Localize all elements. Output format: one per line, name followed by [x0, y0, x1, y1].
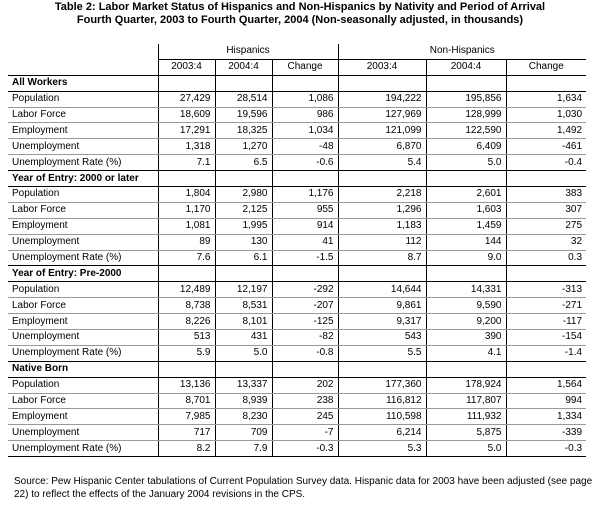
table-cell: 4.1	[426, 345, 506, 361]
table-cell: 117,807	[426, 393, 506, 409]
table-cell: 275	[506, 218, 586, 234]
table-cell: -7	[272, 425, 338, 441]
table-cell: 2,218	[338, 187, 426, 203]
table-cell: 14,644	[338, 282, 426, 298]
row-label: Population	[8, 377, 158, 393]
group-header-row	[8, 44, 586, 59]
table-cell: 1,270	[215, 139, 272, 155]
table-cell: 5.0	[426, 155, 506, 171]
table-cell: 177,360	[338, 377, 426, 393]
column-header-hisp-change: Change	[272, 59, 338, 75]
section-header-cell	[506, 361, 586, 377]
section-header-row	[8, 361, 586, 377]
table-cell: 5.0	[215, 345, 272, 361]
table-row	[8, 234, 586, 250]
table-cell: 5.0	[426, 441, 506, 457]
group-header-non-hispanics: Non-Hispanics	[338, 44, 586, 59]
row-label: Labor Force	[8, 298, 158, 314]
column-header-nonhisp-2004: 2004:4	[426, 59, 506, 75]
row-label: Unemployment Rate (%)	[8, 250, 158, 266]
table-cell: 1,334	[506, 409, 586, 425]
table-cell: 130	[215, 234, 272, 250]
table-cell: -0.6	[272, 155, 338, 171]
table-cell: 245	[272, 409, 338, 425]
table-cell: -339	[506, 425, 586, 441]
row-label: Unemployment Rate (%)	[8, 441, 158, 457]
section-header-row	[8, 75, 586, 91]
table-cell: 144	[426, 234, 506, 250]
table-cell: 178,924	[426, 377, 506, 393]
table-row	[8, 218, 586, 234]
table-cell: -82	[272, 330, 338, 346]
row-label: Unemployment Rate (%)	[8, 155, 158, 171]
table-cell: 5.5	[338, 345, 426, 361]
table-cell: 7,985	[158, 409, 215, 425]
table-cell: 27,429	[158, 91, 215, 107]
row-label: Unemployment	[8, 330, 158, 346]
table-cell: -154	[506, 330, 586, 346]
table-row	[8, 139, 586, 155]
table-cell: 709	[215, 425, 272, 441]
table-cell: 1,183	[338, 218, 426, 234]
section-header-cell	[506, 171, 586, 187]
table-cell: 1,634	[506, 91, 586, 107]
table-title	[0, 0, 600, 29]
section-header-cell	[158, 75, 215, 91]
table-title-line-1: Table 2: Labor Market Status of Hispanics and Non-Hispanics by Nativity and Period of Arrival	[54, 1, 546, 13]
table-cell: 121,099	[338, 123, 426, 139]
section-header-cell	[272, 75, 338, 91]
table-cell: 6.5	[215, 155, 272, 171]
section-header-cell	[506, 266, 586, 282]
table-cell: -0.8	[272, 345, 338, 361]
table-cell: -1.5	[272, 250, 338, 266]
table-cell: 5.4	[338, 155, 426, 171]
table-cell: 41	[272, 234, 338, 250]
table-cell: 18,325	[215, 123, 272, 139]
table-cell: 1,459	[426, 218, 506, 234]
table-cell: 1,603	[426, 202, 506, 218]
row-label: Employment	[8, 314, 158, 330]
group-header-hispanics: Hispanics	[158, 44, 338, 59]
section-title: Native Born	[8, 361, 158, 377]
row-label: Unemployment	[8, 139, 158, 155]
row-label: Unemployment	[8, 234, 158, 250]
column-header-spacer	[8, 59, 158, 75]
table-row	[8, 282, 586, 298]
column-header-nonhisp-2003: 2003:4	[338, 59, 426, 75]
table-cell: 14,331	[426, 282, 506, 298]
table-cell: 128,999	[426, 107, 506, 123]
table-cell: -207	[272, 298, 338, 314]
row-label: Labor Force	[8, 202, 158, 218]
table-cell: 2,980	[215, 187, 272, 203]
table-row	[8, 330, 586, 346]
table-cell: 89	[158, 234, 215, 250]
table-cell: 5.9	[158, 345, 215, 361]
table-cell: 17,291	[158, 123, 215, 139]
table-cell: 202	[272, 377, 338, 393]
table-row	[8, 441, 586, 457]
table-cell: 32	[506, 234, 586, 250]
source-note: Source: Pew Hispanic Center tabulations of Current Population Survey data. Hispanic data for 2003 have been adjusted (see page 22) to reflect the effects of the January 2004 revisions in the CPS.	[14, 476, 593, 500]
section-title: Year of Entry: 2000 or later	[8, 171, 158, 187]
table-cell: 112	[338, 234, 426, 250]
table-cell: 111,932	[426, 409, 506, 425]
table-cell: 543	[338, 330, 426, 346]
labor-market-table	[8, 44, 586, 457]
table-cell: -313	[506, 282, 586, 298]
table-cell: 1,086	[272, 91, 338, 107]
table-cell: 955	[272, 202, 338, 218]
section-header-cell	[215, 75, 272, 91]
table-row	[8, 345, 586, 361]
table-cell: 1,318	[158, 139, 215, 155]
table-cell: 238	[272, 393, 338, 409]
table-cell: 717	[158, 425, 215, 441]
table-cell: 1,034	[272, 123, 338, 139]
table-cell: 1,170	[158, 202, 215, 218]
table-row	[8, 298, 586, 314]
table-cell: -0.3	[272, 441, 338, 457]
table-cell: 1,296	[338, 202, 426, 218]
section-header-cell	[426, 361, 506, 377]
section-header-cell	[338, 75, 426, 91]
row-label: Population	[8, 282, 158, 298]
section-header-cell	[506, 75, 586, 91]
table-cell: 7.9	[215, 441, 272, 457]
section-header-cell	[426, 171, 506, 187]
table-cell: 6,409	[426, 139, 506, 155]
table-cell: 12,197	[215, 282, 272, 298]
table-cell: 8,531	[215, 298, 272, 314]
section-header-cell	[426, 75, 506, 91]
table-cell: 8,101	[215, 314, 272, 330]
table-row	[8, 202, 586, 218]
section-header-cell	[272, 361, 338, 377]
section-header-cell	[215, 171, 272, 187]
table-cell: 8,939	[215, 393, 272, 409]
column-header-hisp-2003: 2003:4	[158, 59, 215, 75]
table-row	[8, 187, 586, 203]
section-header-cell	[158, 171, 215, 187]
table-cell: 2,601	[426, 187, 506, 203]
table-cell: 6,214	[338, 425, 426, 441]
table-cell: 9,200	[426, 314, 506, 330]
table-cell: 9,590	[426, 298, 506, 314]
table-cell: 1,492	[506, 123, 586, 139]
table-cell: 116,812	[338, 393, 426, 409]
column-header-row	[8, 59, 586, 75]
table-cell: 9,317	[338, 314, 426, 330]
table-row	[8, 377, 586, 393]
table-cell: 6,870	[338, 139, 426, 155]
table-cell: 110,598	[338, 409, 426, 425]
table-cell: 8.2	[158, 441, 215, 457]
table-cell: -271	[506, 298, 586, 314]
table-cell: 9.0	[426, 250, 506, 266]
table-cell: 127,969	[338, 107, 426, 123]
table-cell: 994	[506, 393, 586, 409]
row-label: Employment	[8, 123, 158, 139]
row-label: Population	[8, 91, 158, 107]
table-cell: -0.4	[506, 155, 586, 171]
table-cell: -0.3	[506, 441, 586, 457]
section-header-cell	[158, 361, 215, 377]
table-cell: 195,856	[426, 91, 506, 107]
section-header-row	[8, 266, 586, 282]
table-cell: 1,804	[158, 187, 215, 203]
table-cell: -1.4	[506, 345, 586, 361]
table-cell: 390	[426, 330, 506, 346]
row-label: Unemployment Rate (%)	[8, 345, 158, 361]
table-row	[8, 425, 586, 441]
table-cell: 1,995	[215, 218, 272, 234]
table-row	[8, 91, 586, 107]
table-cell: 383	[506, 187, 586, 203]
table-cell: 986	[272, 107, 338, 123]
section-header-cell	[338, 266, 426, 282]
column-header-hisp-2004: 2004:4	[215, 59, 272, 75]
table-row	[8, 107, 586, 123]
table-row	[8, 250, 586, 266]
section-header-cell	[215, 361, 272, 377]
group-header-spacer	[8, 44, 158, 59]
table-row	[8, 314, 586, 330]
section-title: Year of Entry: Pre-2000	[8, 266, 158, 282]
table-cell: 194,222	[338, 91, 426, 107]
table-cell: 18,609	[158, 107, 215, 123]
table-cell: 19,596	[215, 107, 272, 123]
row-label: Employment	[8, 218, 158, 234]
table-body	[8, 44, 586, 457]
section-header-row	[8, 171, 586, 187]
section-header-cell	[338, 361, 426, 377]
table-cell: 1,564	[506, 377, 586, 393]
table-cell: -117	[506, 314, 586, 330]
table-cell: 13,337	[215, 377, 272, 393]
table-cell: -125	[272, 314, 338, 330]
section-header-cell	[272, 266, 338, 282]
row-label: Unemployment	[8, 425, 158, 441]
table-row	[8, 155, 586, 171]
table-cell: 8,738	[158, 298, 215, 314]
row-label: Labor Force	[8, 107, 158, 123]
table-cell: 0.3	[506, 250, 586, 266]
table-row	[8, 393, 586, 409]
row-label: Population	[8, 187, 158, 203]
table-cell: 8,226	[158, 314, 215, 330]
table-row	[8, 123, 586, 139]
section-header-cell	[338, 171, 426, 187]
table-cell: 5.3	[338, 441, 426, 457]
section-title: All Workers	[8, 75, 158, 91]
table-cell: 2,125	[215, 202, 272, 218]
table-title-line-2: Fourth Quarter, 2003 to Fourth Quarter, 2004 (Non-seasonally adjusted, in thousands)	[76, 14, 524, 26]
table-cell: -292	[272, 282, 338, 298]
table-cell: 1,176	[272, 187, 338, 203]
table-cell: 914	[272, 218, 338, 234]
section-header-cell	[426, 266, 506, 282]
table-cell: 1,030	[506, 107, 586, 123]
table-row	[8, 409, 586, 425]
row-label: Employment	[8, 409, 158, 425]
table-cell: 28,514	[215, 91, 272, 107]
table-cell: 8,701	[158, 393, 215, 409]
table-cell: 122,590	[426, 123, 506, 139]
table-cell: 431	[215, 330, 272, 346]
table-cell: -461	[506, 139, 586, 155]
table-cell: 5,875	[426, 425, 506, 441]
section-header-cell	[272, 171, 338, 187]
table-cell: 13,136	[158, 377, 215, 393]
table-cell: -48	[272, 139, 338, 155]
table-cell: 9,861	[338, 298, 426, 314]
row-label: Labor Force	[8, 393, 158, 409]
table-cell: 513	[158, 330, 215, 346]
table-cell: 8.7	[338, 250, 426, 266]
table-cell: 6.1	[215, 250, 272, 266]
table-cell: 307	[506, 202, 586, 218]
section-header-cell	[215, 266, 272, 282]
table-cell: 7.1	[158, 155, 215, 171]
section-header-cell	[158, 266, 215, 282]
table-cell: 12,489	[158, 282, 215, 298]
table-cell: 8,230	[215, 409, 272, 425]
column-header-nonhisp-change: Change	[506, 59, 586, 75]
table-cell: 1,081	[158, 218, 215, 234]
table-cell: 7.6	[158, 250, 215, 266]
